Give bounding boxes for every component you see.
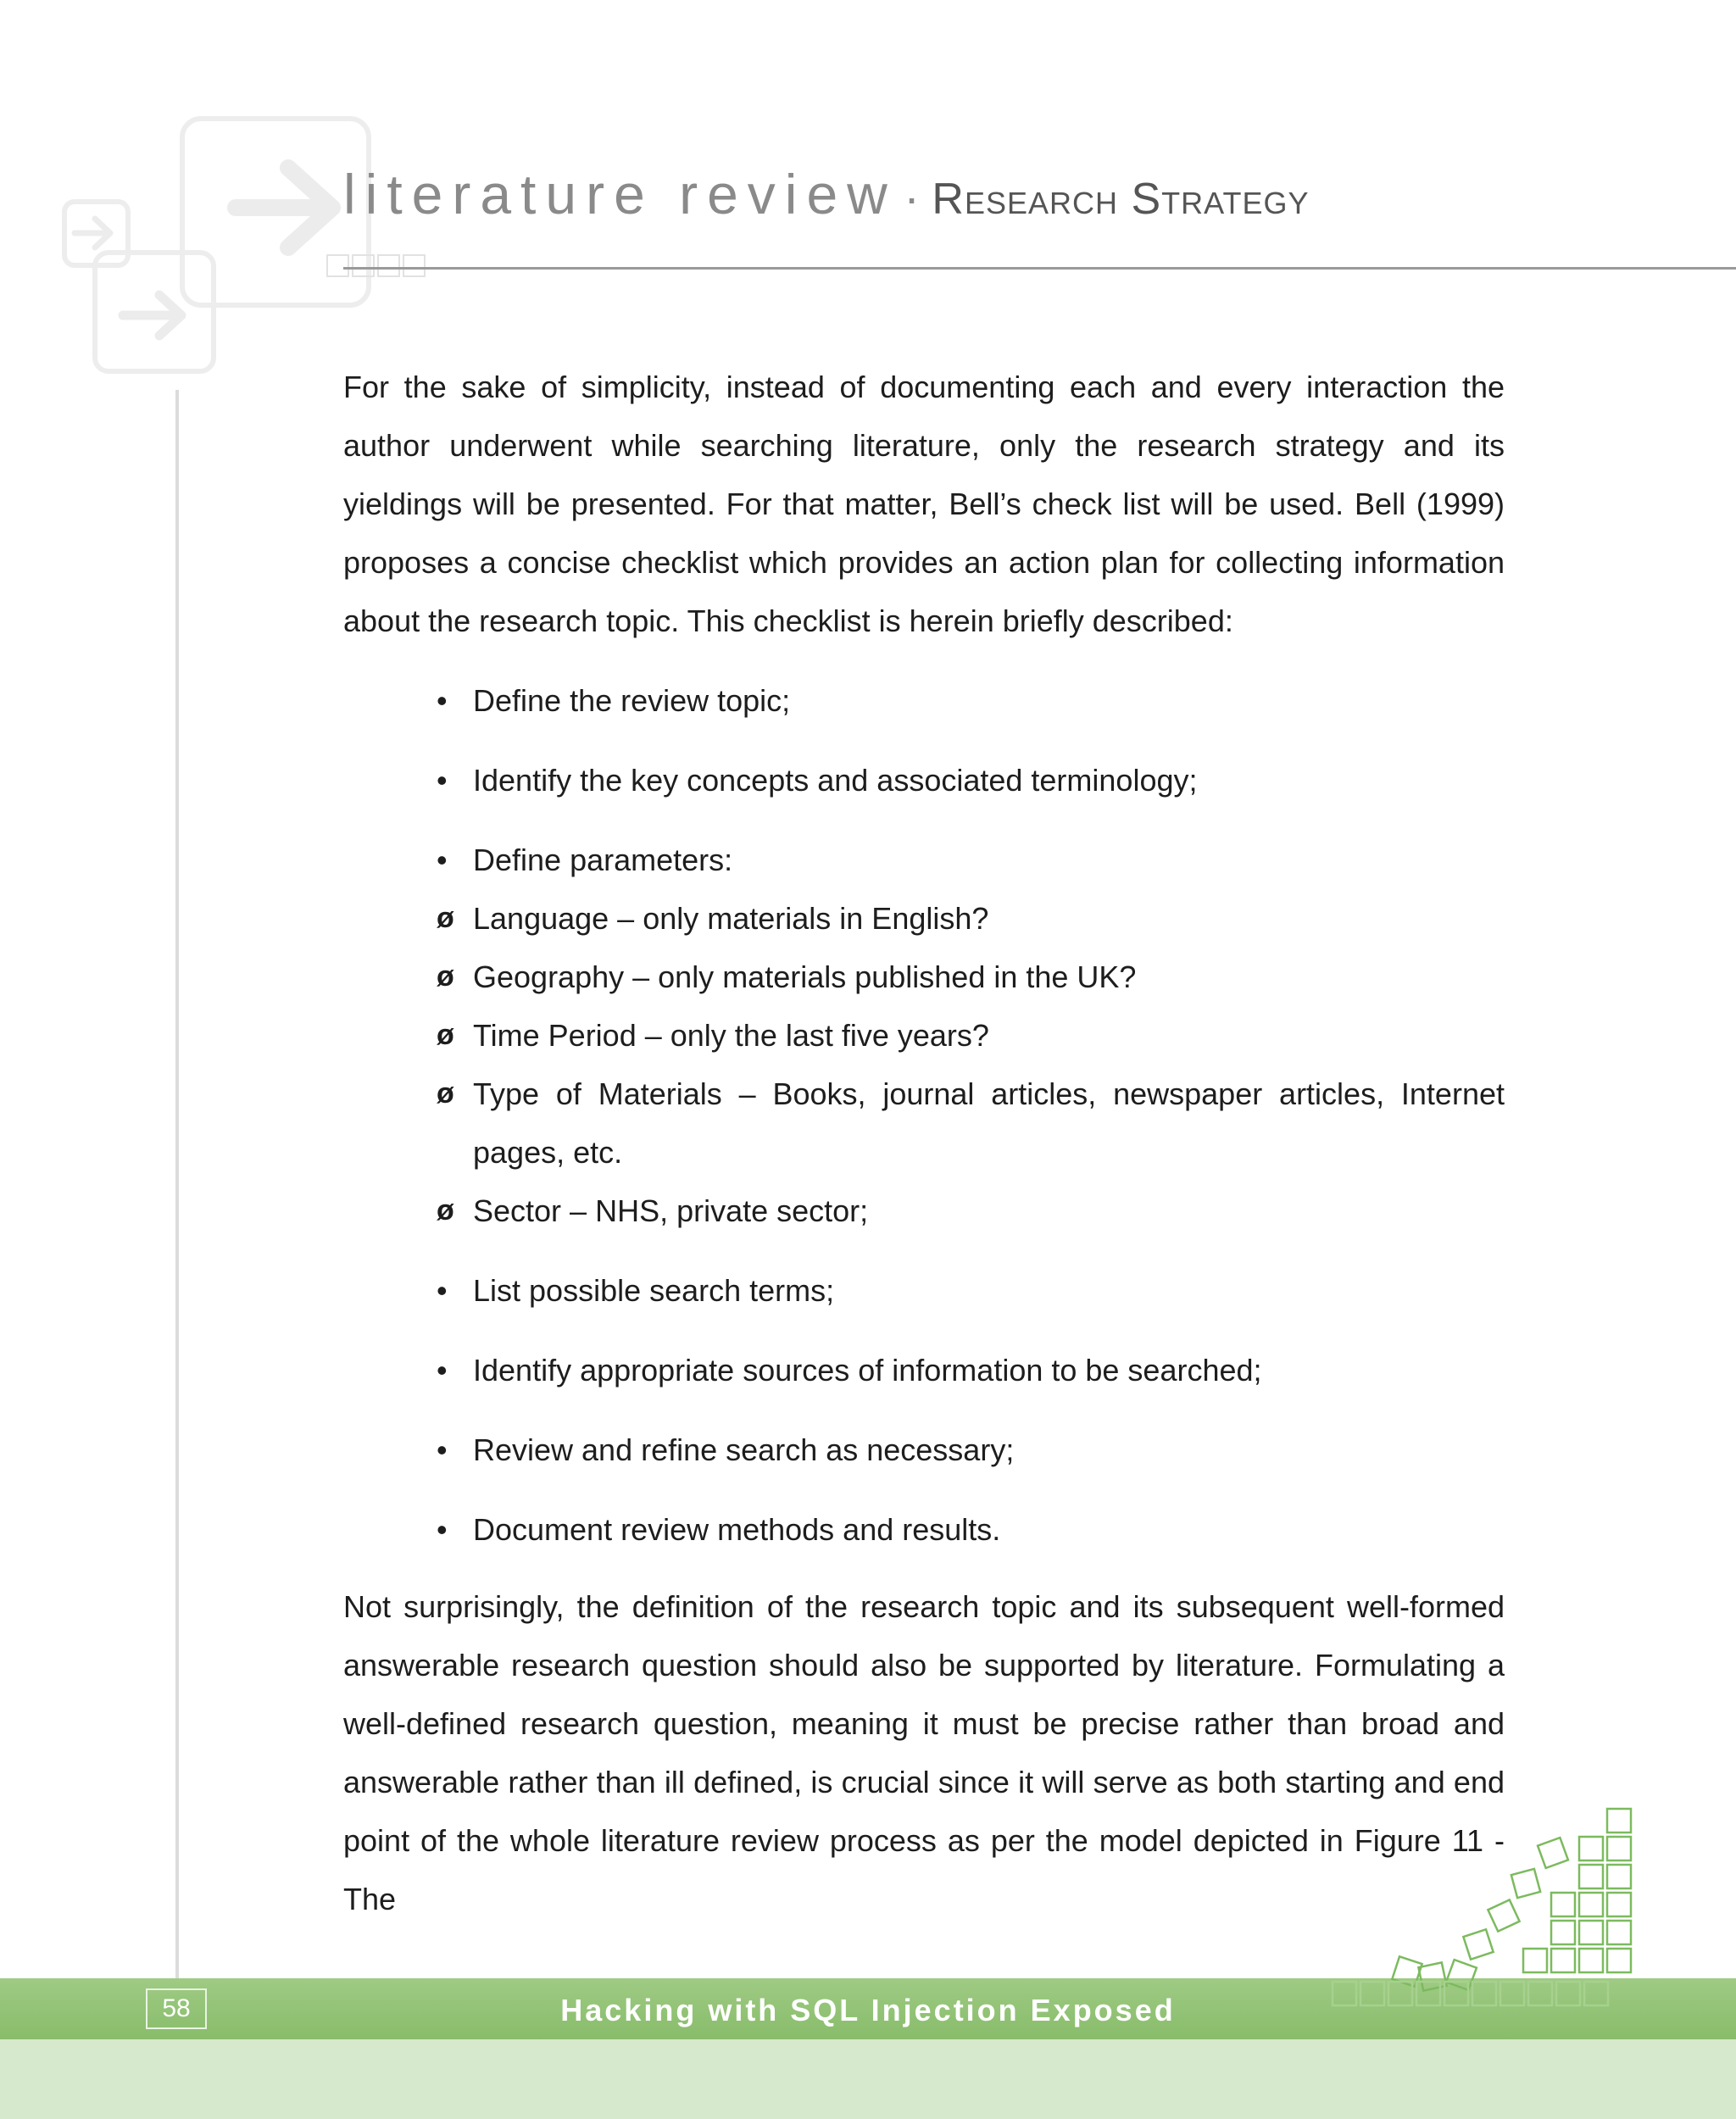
deco-square xyxy=(1607,1893,1631,1916)
parameter-text: Geography – only materials published in the UK? xyxy=(473,959,1137,994)
footer-squares-decoration xyxy=(1314,1805,1636,2009)
book-title: Hacking with SQL Injection Exposed xyxy=(560,1993,1176,2027)
page-header-title xyxy=(343,163,1310,225)
intro-paragraph: For the sake of simplicity, instead of documenting each and every interaction the author underwent while searching literature, only the research strategy and its yieldings will be presented. For that matter, Bell’s check list will be used. Bell (1999) proposes a concise checklist which provides an action plan for collecting information about the research topic. This checklist is herein briefly described: xyxy=(343,370,1505,638)
deco-square xyxy=(1607,1949,1631,1972)
checklist-item xyxy=(343,1261,1505,1320)
section-name: literature review xyxy=(343,163,897,225)
deco-square xyxy=(1579,1921,1603,1944)
parameter-item xyxy=(437,889,1505,948)
bullet-icon: • xyxy=(437,1353,448,1388)
arrow-right-icon xyxy=(236,168,332,247)
checklist-item-text: Identify appropriate sources of information to be searched; xyxy=(473,1353,1262,1388)
checklist-item xyxy=(343,751,1505,809)
left-margin-rule xyxy=(175,390,179,1983)
deco-square xyxy=(326,254,349,277)
bullet-icon: • xyxy=(437,1273,448,1308)
checklist-item-text: Review and refine search as necessary; xyxy=(473,1432,1015,1467)
checklist xyxy=(343,671,1505,1559)
checklist-item xyxy=(343,1421,1505,1479)
deco-square xyxy=(1579,1865,1603,1888)
deco-square xyxy=(352,254,375,277)
closing-paragraph: Not surprisingly, the definition of the research topic and its subsequent well-formed answerable research question should also be supported by literature. Formulating a well-defined research question, meaning it must be precise rather than broad and answerable rather than ill defined, is crucial since it will serve as both starting and end point of the whole literature review process as per the model depicted in Figure 11 - The xyxy=(343,1589,1505,1916)
deco-square xyxy=(1551,1921,1575,1944)
sub-bullet-icon: ø xyxy=(437,1019,454,1051)
deco-square xyxy=(1579,1837,1603,1860)
deco-square xyxy=(1579,1949,1603,1972)
parameter-text: Language – only materials in English? xyxy=(473,901,989,936)
deco-square xyxy=(1607,1837,1631,1860)
bullet-icon: • xyxy=(437,843,448,877)
title-squares-decoration xyxy=(326,254,426,277)
deco-square xyxy=(403,254,426,277)
deco-square xyxy=(1551,1949,1575,1972)
checklist-item-text: Identify the key concepts and associated terminology; xyxy=(473,763,1198,798)
sub-bullet-icon: ø xyxy=(437,902,454,934)
parameter-list xyxy=(437,889,1505,1240)
deco-square xyxy=(1523,1949,1547,1972)
checklist-item xyxy=(343,671,1505,730)
bullet-icon: • xyxy=(437,1512,448,1547)
arrow-right-icon xyxy=(123,295,181,336)
checklist-item xyxy=(343,1341,1505,1399)
parameter-item xyxy=(437,1182,1505,1240)
deco-square xyxy=(1607,1865,1631,1888)
checklist-item-text: Define the review topic; xyxy=(473,683,791,718)
parameter-item xyxy=(437,1065,1505,1182)
parameter-item xyxy=(437,1006,1505,1065)
checklist-item xyxy=(343,831,1505,1240)
sub-bullet-icon: ø xyxy=(437,1194,454,1226)
parameter-text: Type of Materials – Books, journal articles, newspaper articles, Internet pages, etc. xyxy=(473,1076,1505,1170)
header-rule xyxy=(343,267,1736,270)
deco-square xyxy=(1551,1893,1575,1916)
deco-square xyxy=(1463,1929,1493,1959)
page-number: 58 xyxy=(146,1988,207,2029)
deco-square xyxy=(1607,1809,1631,1833)
deco-square xyxy=(1418,1962,1446,1990)
footer-light-band xyxy=(0,2039,1736,2119)
checklist-item xyxy=(343,1500,1505,1559)
sub-bullet-icon: ø xyxy=(437,1077,454,1110)
deco-square xyxy=(377,254,400,277)
deco-square xyxy=(1538,1838,1568,1868)
parameter-text: Sector – NHS, private sector; xyxy=(473,1193,869,1228)
deco-square xyxy=(1607,1921,1631,1944)
chapter-title: Research Strategy xyxy=(932,175,1310,224)
bullet-icon: • xyxy=(437,763,448,798)
arrow-right-icon xyxy=(75,219,110,247)
deco-square xyxy=(1488,1899,1519,1931)
parameter-text: Time Period – only the last five years? xyxy=(473,1018,989,1053)
page-content xyxy=(343,358,1505,1928)
bullet-icon: • xyxy=(437,683,448,718)
parameter-item xyxy=(437,948,1505,1006)
checklist-item-text: Document review methods and results. xyxy=(473,1512,1001,1547)
checklist-item-text: Define parameters: xyxy=(473,843,733,877)
deco-square xyxy=(1511,1869,1540,1898)
sub-bullet-icon: ø xyxy=(437,960,454,993)
title-separator: · xyxy=(904,170,920,224)
checklist-item-text: List possible search terms; xyxy=(473,1273,835,1308)
bullet-icon: • xyxy=(437,1432,448,1467)
deco-square xyxy=(1579,1893,1603,1916)
